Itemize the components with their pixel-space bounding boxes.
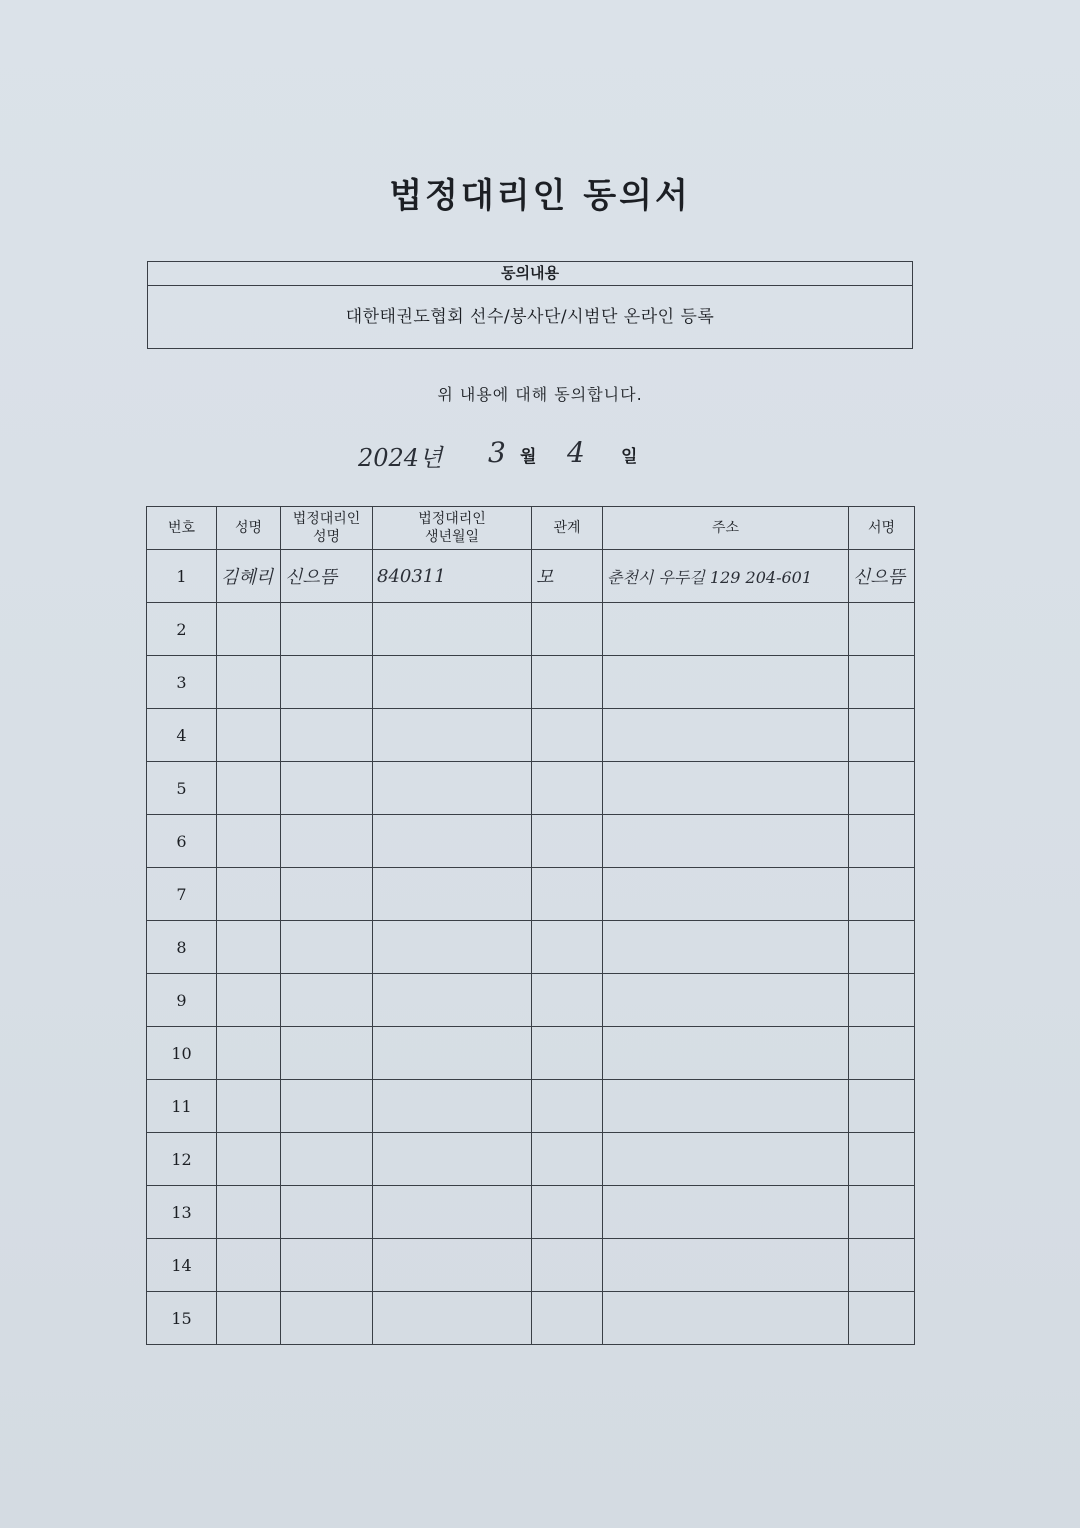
address-cell: [603, 1080, 849, 1133]
date-year: 2024년: [358, 444, 443, 472]
rep-birth-cell: 840311: [373, 550, 532, 603]
consent-box: [147, 261, 913, 349]
rep-birth-cell: [373, 709, 532, 762]
rep-name-cell: [281, 1292, 373, 1345]
table-row: [147, 709, 915, 762]
table-row: [147, 1133, 915, 1186]
signature-cell: [849, 603, 915, 656]
relation-cell: [532, 762, 603, 815]
relation-cell: [532, 868, 603, 921]
table-row: [147, 868, 915, 921]
table-row: [147, 921, 915, 974]
signature-cell: [849, 815, 915, 868]
relation-cell: [532, 709, 603, 762]
student-name-cell: [217, 603, 281, 656]
table-row: [147, 815, 915, 868]
document-title: 법정대리인 동의서: [389, 176, 691, 216]
relation-cell: [532, 656, 603, 709]
relation-cell: [532, 603, 603, 656]
student-name-cell: [217, 656, 281, 709]
signature-cell: [849, 1292, 915, 1345]
rep-birth-cell: [373, 1292, 532, 1345]
signature-cell: [849, 1133, 915, 1186]
rep-name-cell: 신으뜸: [281, 550, 373, 603]
column-header: 성명: [217, 507, 281, 550]
rep-birth-cell: [373, 1027, 532, 1080]
student-name-cell: [217, 1292, 281, 1345]
address-cell: [603, 762, 849, 815]
column-header: 법정대리인 생년월일: [373, 507, 532, 550]
row-number: 4: [147, 709, 217, 762]
rep-birth-cell: [373, 868, 532, 921]
table-row: [147, 550, 915, 603]
signature-cell: [849, 1080, 915, 1133]
address-cell: [603, 603, 849, 656]
date-row: [0, 436, 1080, 476]
address-cell: [603, 1133, 849, 1186]
signature-cell: [849, 656, 915, 709]
student-name-cell: [217, 815, 281, 868]
rep-birth-cell: [373, 815, 532, 868]
signature-cell: [849, 974, 915, 1027]
row-number: 13: [147, 1186, 217, 1239]
address-cell: [603, 815, 849, 868]
rep-name-cell: [281, 1080, 373, 1133]
table-row: [147, 762, 915, 815]
table-row: [147, 1292, 915, 1345]
relation-cell: [532, 1186, 603, 1239]
table-row: [147, 656, 915, 709]
rep-birth-cell: [373, 1080, 532, 1133]
row-number: 1: [147, 550, 217, 603]
rep-name-cell: [281, 709, 373, 762]
consent-header: 동의내용: [148, 262, 912, 286]
rep-name-cell: [281, 815, 373, 868]
row-number: 11: [147, 1080, 217, 1133]
address-cell: [603, 709, 849, 762]
row-number: 12: [147, 1133, 217, 1186]
column-header: 주소: [603, 507, 849, 550]
row-number: 14: [147, 1239, 217, 1292]
signature-cell: [849, 1186, 915, 1239]
student-name-cell: 김혜리: [217, 550, 281, 603]
address-cell: [603, 1027, 849, 1080]
signature-cell: [849, 709, 915, 762]
student-name-cell: [217, 1133, 281, 1186]
student-name-cell: [217, 921, 281, 974]
student-name-cell: [217, 1080, 281, 1133]
column-header: 관계: [532, 507, 603, 550]
row-number: 8: [147, 921, 217, 974]
rep-name-cell: [281, 921, 373, 974]
rep-birth-cell: [373, 1239, 532, 1292]
date-month: 3: [488, 436, 506, 469]
table-row: [147, 1080, 915, 1133]
rep-birth-cell: [373, 656, 532, 709]
address-cell: [603, 921, 849, 974]
signature-cell: [849, 762, 915, 815]
consent-roster-table: [146, 506, 915, 1345]
row-number: 9: [147, 974, 217, 1027]
rep-birth-cell: [373, 974, 532, 1027]
rep-birth-cell: [373, 603, 532, 656]
row-number: 2: [147, 603, 217, 656]
table-row: [147, 603, 915, 656]
signature-cell: 신으뜸: [849, 550, 915, 603]
rep-name-cell: [281, 974, 373, 1027]
table-header-row: [147, 507, 915, 550]
student-name-cell: [217, 974, 281, 1027]
address-cell: [603, 1292, 849, 1345]
table-row: [147, 1239, 915, 1292]
agreement-text: 위 내용에 대해 동의합니다.: [437, 385, 643, 404]
student-name-cell: [217, 1186, 281, 1239]
rep-birth-cell: [373, 1186, 532, 1239]
relation-cell: [532, 1133, 603, 1186]
row-number: 10: [147, 1027, 217, 1080]
address-cell: 춘천시 우두길 129 204-601: [603, 550, 849, 603]
date-month-label: 월: [520, 447, 537, 467]
table-row: [147, 974, 915, 1027]
rep-birth-cell: [373, 1133, 532, 1186]
student-name-cell: [217, 762, 281, 815]
relation-cell: [532, 1027, 603, 1080]
address-cell: [603, 1239, 849, 1292]
address-cell: [603, 974, 849, 1027]
relation-cell: [532, 921, 603, 974]
row-number: 15: [147, 1292, 217, 1345]
relation-cell: 모: [532, 550, 603, 603]
rep-name-cell: [281, 603, 373, 656]
row-number: 7: [147, 868, 217, 921]
student-name-cell: [217, 868, 281, 921]
table-row: [147, 1186, 915, 1239]
relation-cell: [532, 1080, 603, 1133]
signature-cell: [849, 1027, 915, 1080]
relation-cell: [532, 1239, 603, 1292]
rep-birth-cell: [373, 921, 532, 974]
rep-birth-cell: [373, 762, 532, 815]
rep-name-cell: [281, 1027, 373, 1080]
rep-name-cell: [281, 1186, 373, 1239]
row-number: 5: [147, 762, 217, 815]
rep-name-cell: [281, 762, 373, 815]
column-header: 서명: [849, 507, 915, 550]
rep-name-cell: [281, 868, 373, 921]
consent-content: 대한태권도협회 선수/봉사단/시범단 온라인 등록: [345, 307, 715, 327]
address-cell: [603, 868, 849, 921]
relation-cell: [532, 1292, 603, 1345]
signature-cell: [849, 1239, 915, 1292]
signature-cell: [849, 921, 915, 974]
rep-name-cell: [281, 656, 373, 709]
relation-cell: [532, 974, 603, 1027]
address-cell: [603, 656, 849, 709]
row-number: 6: [147, 815, 217, 868]
student-name-cell: [217, 1027, 281, 1080]
signature-cell: [849, 868, 915, 921]
row-number: 3: [147, 656, 217, 709]
relation-cell: [532, 815, 603, 868]
column-header: 법정대리인 성명: [281, 507, 373, 550]
rep-name-cell: [281, 1133, 373, 1186]
table-row: [147, 1027, 915, 1080]
address-cell: [603, 1186, 849, 1239]
student-name-cell: [217, 1239, 281, 1292]
date-day-label: 일: [621, 447, 638, 467]
column-header: 번호: [147, 507, 217, 550]
student-name-cell: [217, 709, 281, 762]
date-day: 4: [567, 436, 585, 469]
rep-name-cell: [281, 1239, 373, 1292]
